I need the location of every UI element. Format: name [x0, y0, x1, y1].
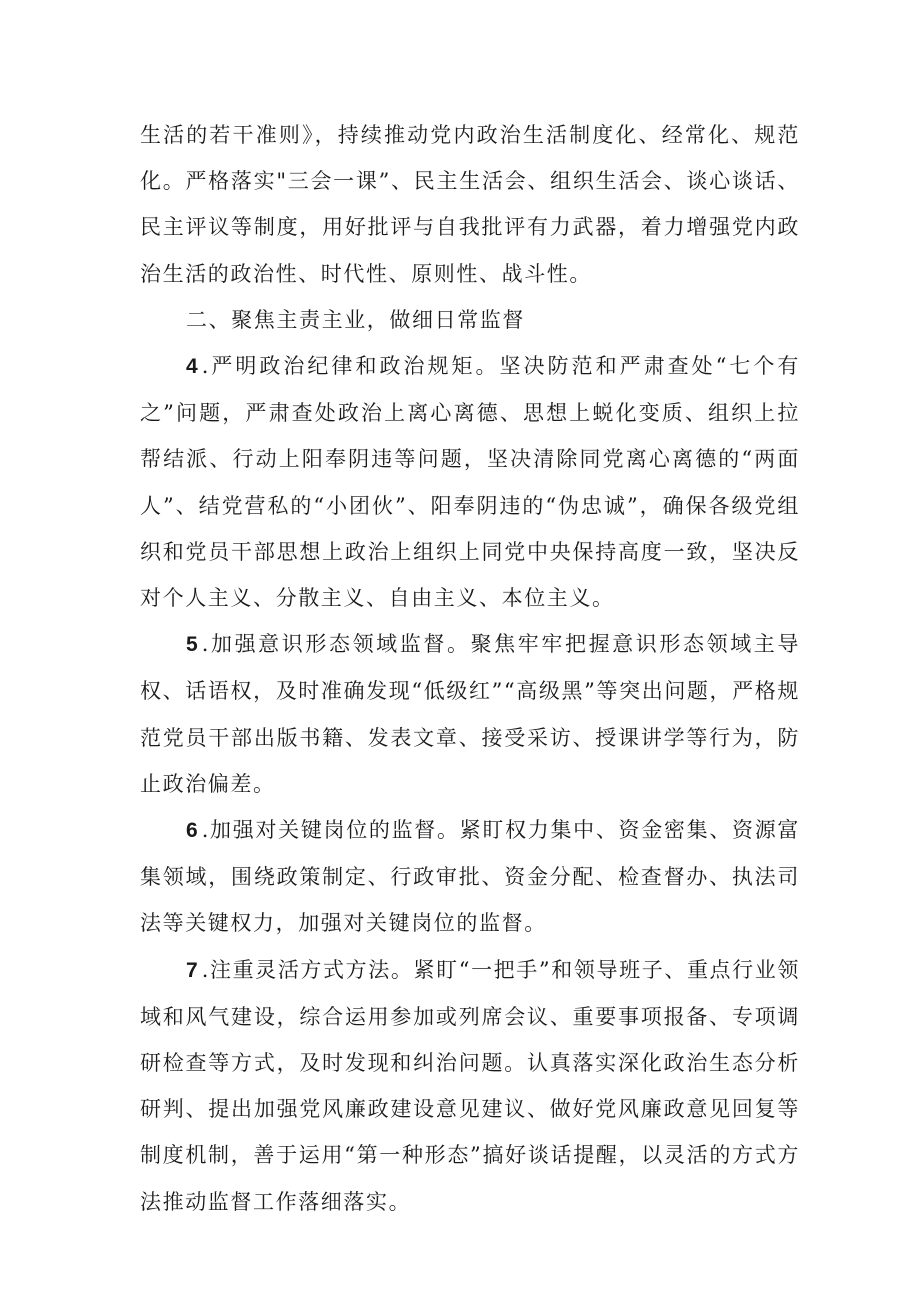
- item-number: 4: [186, 355, 202, 379]
- paragraph-item-5: [140, 621, 800, 807]
- document-body: [140, 112, 800, 1225]
- paragraph-text: .严明政治纪律和政治规矩。坚决防范和严肃查处“七个有之”问题，严肃查处政治上离心离德、思想上蜕化变质、组织上拉帮结派、行动上阳奉阴违等问题，坚决清除同党离心离德的“两面人”、结党营私的“小团伙”、阳奉阴违的“伪忠诚”，确保各级党组织和党员干部思想上政治上组织上同党中央保持高度一致，坚决反对个人主义、分散主义、自由主义、本位主义。: [140, 354, 800, 611]
- paragraph-text: 生活的若干准则》，持续推动党内政治生活制度化、经常化、规范化。严格落实"三会一课”、民主生活会、组织生活会、谈心谈话、民主评议等制度，用好批评与自我批评有力武器，着力增强党内政治生活的政治性、时代性、原则性、战斗性。: [140, 123, 800, 286]
- paragraph-item-6: [140, 807, 800, 947]
- paragraph-continuation: [140, 112, 800, 297]
- paragraph-item-7: [140, 947, 800, 1225]
- paragraph-text: .注重灵活方式方法。紧盯“一把手”和领导班子、重点行业领域和风气建设，综合运用参加或列席会议、重要事项报备、专项调研检查等方式，及时发现和纠治问题。认真落实深化政治生态分析研判、提出加强党风廉政建设意见建议、做好党风廉政意见回复等制度机制，善于运用“第一种形态”搞好谈话提醒，以灵活的方式方法推动监督工作落细落实。: [140, 957, 800, 1214]
- section-heading: [140, 297, 800, 343]
- section-heading-text: 二、聚焦主责主业，做细日常监督: [186, 307, 525, 332]
- item-number: 6: [186, 819, 202, 843]
- paragraph-item-4: [140, 343, 800, 621]
- paragraph-text: .加强意识形态领域监督。聚焦牢牢把握意识形态领域主导权、话语权，及时准确发现“低级红”“高级黑”等突出问题，严格规范党员干部出版书籍、发表文章、接受采访、授课讲学等行为，防止政治偏差。: [140, 632, 800, 796]
- item-number: 5: [186, 633, 202, 657]
- item-number: 7: [186, 958, 202, 982]
- paragraph-text: .加强对关键岗位的监督。紧盯权力集中、资金密集、资源富集领域，围绕政策制定、行政审批、资金分配、检查督办、执法司法等关键权力，加强对关键岗位的监督。: [140, 818, 800, 936]
